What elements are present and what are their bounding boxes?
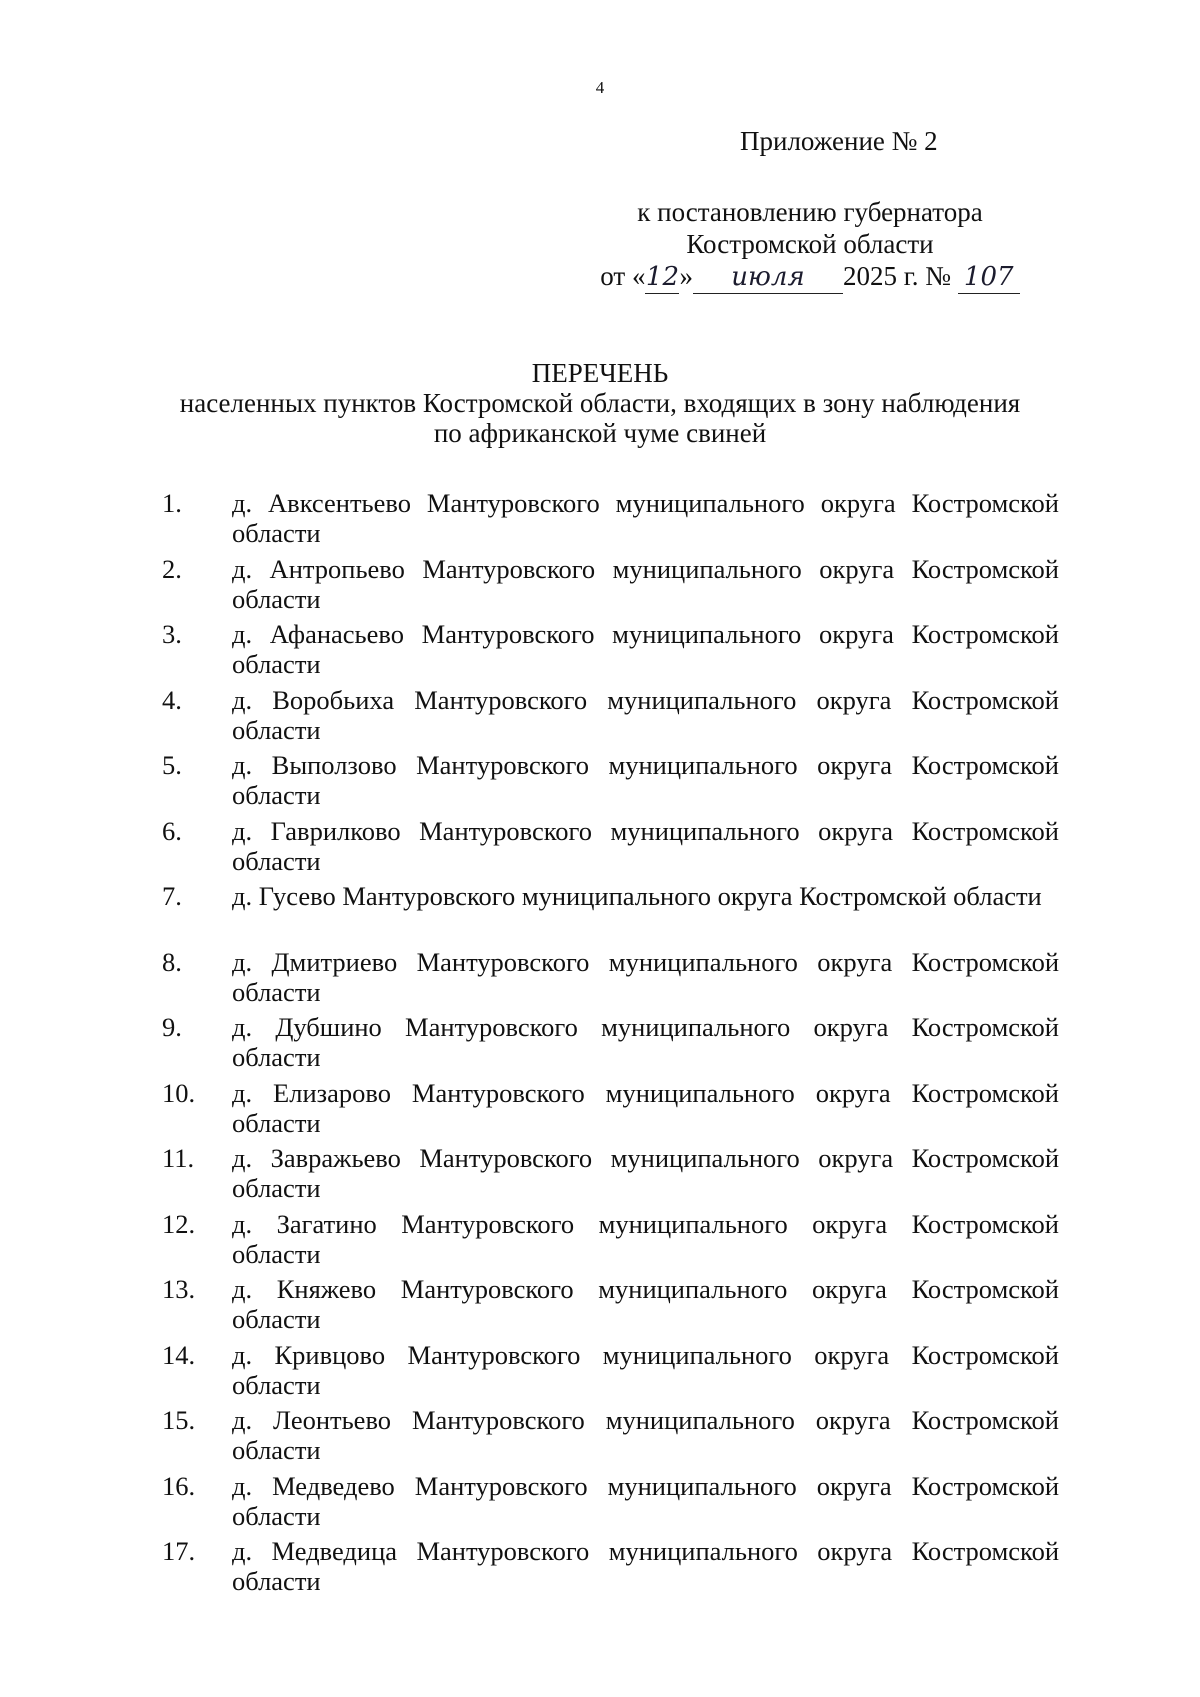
item-number: 17. bbox=[162, 1536, 196, 1566]
list-item bbox=[162, 619, 1059, 685]
item-text: д. Дмитриево Мантуровского муниципального округа Костромской области bbox=[232, 946, 1059, 1007]
item-text: д. Загатино Мантуровского муниципального округа Костромской области bbox=[232, 1208, 1059, 1269]
item-number: 9. bbox=[162, 1012, 182, 1042]
item-text: д. Кривцово Мантуровского муниципального округа Костромской области bbox=[232, 1339, 1059, 1400]
decree-line-2: Костромской области bbox=[686, 229, 934, 259]
item-text: д. Леонтьево Мантуровского муниципального округа Костромской области bbox=[232, 1405, 1059, 1465]
date-prefix: от « bbox=[600, 261, 646, 291]
item-text: д. Медведица Мантуровского муниципального округа Костромской области bbox=[232, 1536, 1059, 1596]
handwritten-month: июля bbox=[693, 261, 843, 294]
list-item bbox=[162, 1209, 1059, 1275]
settlement-list bbox=[162, 488, 1059, 1602]
list-item bbox=[162, 554, 1059, 620]
item-number: 8. bbox=[162, 946, 182, 977]
item-number: 16. bbox=[162, 1470, 196, 1501]
list-item bbox=[162, 750, 1059, 816]
item-text: д. Княжево Мантуровского муниципального округа Костромской области bbox=[232, 1274, 1059, 1334]
list-item bbox=[162, 1143, 1059, 1209]
list-item bbox=[162, 1405, 1059, 1471]
heading-line-1: населенных пунктов Костромской области, входящих в зону наблюдения bbox=[179, 388, 1021, 418]
decree-year: 2025 г. № bbox=[842, 261, 951, 291]
item-number: 11. bbox=[162, 1143, 195, 1173]
decree-line-1: к постановлению губернатора bbox=[637, 197, 983, 227]
item-text: д. Афанасьево Мантуровского муниципального округа Костромской области bbox=[232, 619, 1059, 679]
decree-reference bbox=[560, 196, 1060, 294]
item-number: 5. bbox=[162, 750, 182, 780]
item-number: 12. bbox=[162, 1208, 196, 1239]
item-number: 1. bbox=[162, 488, 182, 518]
list-item bbox=[162, 816, 1059, 882]
item-number: 13. bbox=[162, 1274, 196, 1304]
list-item bbox=[162, 685, 1059, 751]
item-text: д. Выползово Мантуровского муниципального округа Костромской области bbox=[232, 750, 1059, 810]
heading-title: ПЕРЕЧЕНЬ bbox=[531, 358, 669, 388]
page-number: 4 bbox=[595, 78, 605, 97]
list-item bbox=[162, 488, 1059, 554]
item-text: д. Завражьево Мантуровского муниципального округа Костромской области bbox=[232, 1143, 1059, 1203]
list-item bbox=[162, 881, 1059, 947]
list-item bbox=[162, 1012, 1059, 1078]
item-number: 2. bbox=[162, 553, 182, 584]
item-number: 4. bbox=[162, 684, 182, 715]
item-number: 6. bbox=[162, 815, 182, 846]
item-text: д. Антропьево Мантуровского муниципального округа Костромской области bbox=[232, 553, 1059, 614]
list-item bbox=[162, 1274, 1059, 1340]
annex-title: Приложение № 2 bbox=[740, 126, 938, 156]
item-text: д. Медведево Мантуровского муниципального округа Костромской области bbox=[232, 1470, 1059, 1531]
item-text: д. Гаврилково Мантуровского муниципального округа Костромской области bbox=[232, 815, 1059, 876]
item-text: д. Авксентьево Мантуровского муниципального округа Костромской области bbox=[232, 488, 1059, 548]
decree-date-line bbox=[600, 260, 1020, 294]
list-item bbox=[162, 1471, 1059, 1537]
handwritten-day: 12 bbox=[645, 262, 679, 292]
list-item bbox=[162, 1536, 1059, 1602]
list-heading bbox=[130, 358, 1070, 448]
item-number: 3. bbox=[162, 619, 182, 649]
item-text: д. Дубшино Мантуровского муниципального округа Костромской области bbox=[232, 1012, 1059, 1072]
item-text: д. Воробьиха Мантуровского муниципального округа Костромской области bbox=[232, 684, 1059, 745]
list-item bbox=[162, 947, 1059, 1013]
item-number: 7. bbox=[162, 881, 182, 911]
heading-line-2: по африканской чуме свиней bbox=[433, 418, 767, 448]
handwritten-decree-number: 107 bbox=[958, 261, 1020, 294]
list-item bbox=[162, 1340, 1059, 1406]
item-number: 10. bbox=[162, 1077, 196, 1108]
item-number: 15. bbox=[162, 1405, 196, 1435]
item-text: д. Елизарово Мантуровского муниципального округа Костромской области bbox=[232, 1077, 1059, 1138]
list-item bbox=[162, 1078, 1059, 1144]
date-close-quote: » bbox=[679, 261, 693, 291]
item-text: д. Гусево Мантуровского муниципального округа Костромской области bbox=[232, 881, 1042, 911]
item-number: 14. bbox=[162, 1339, 196, 1370]
